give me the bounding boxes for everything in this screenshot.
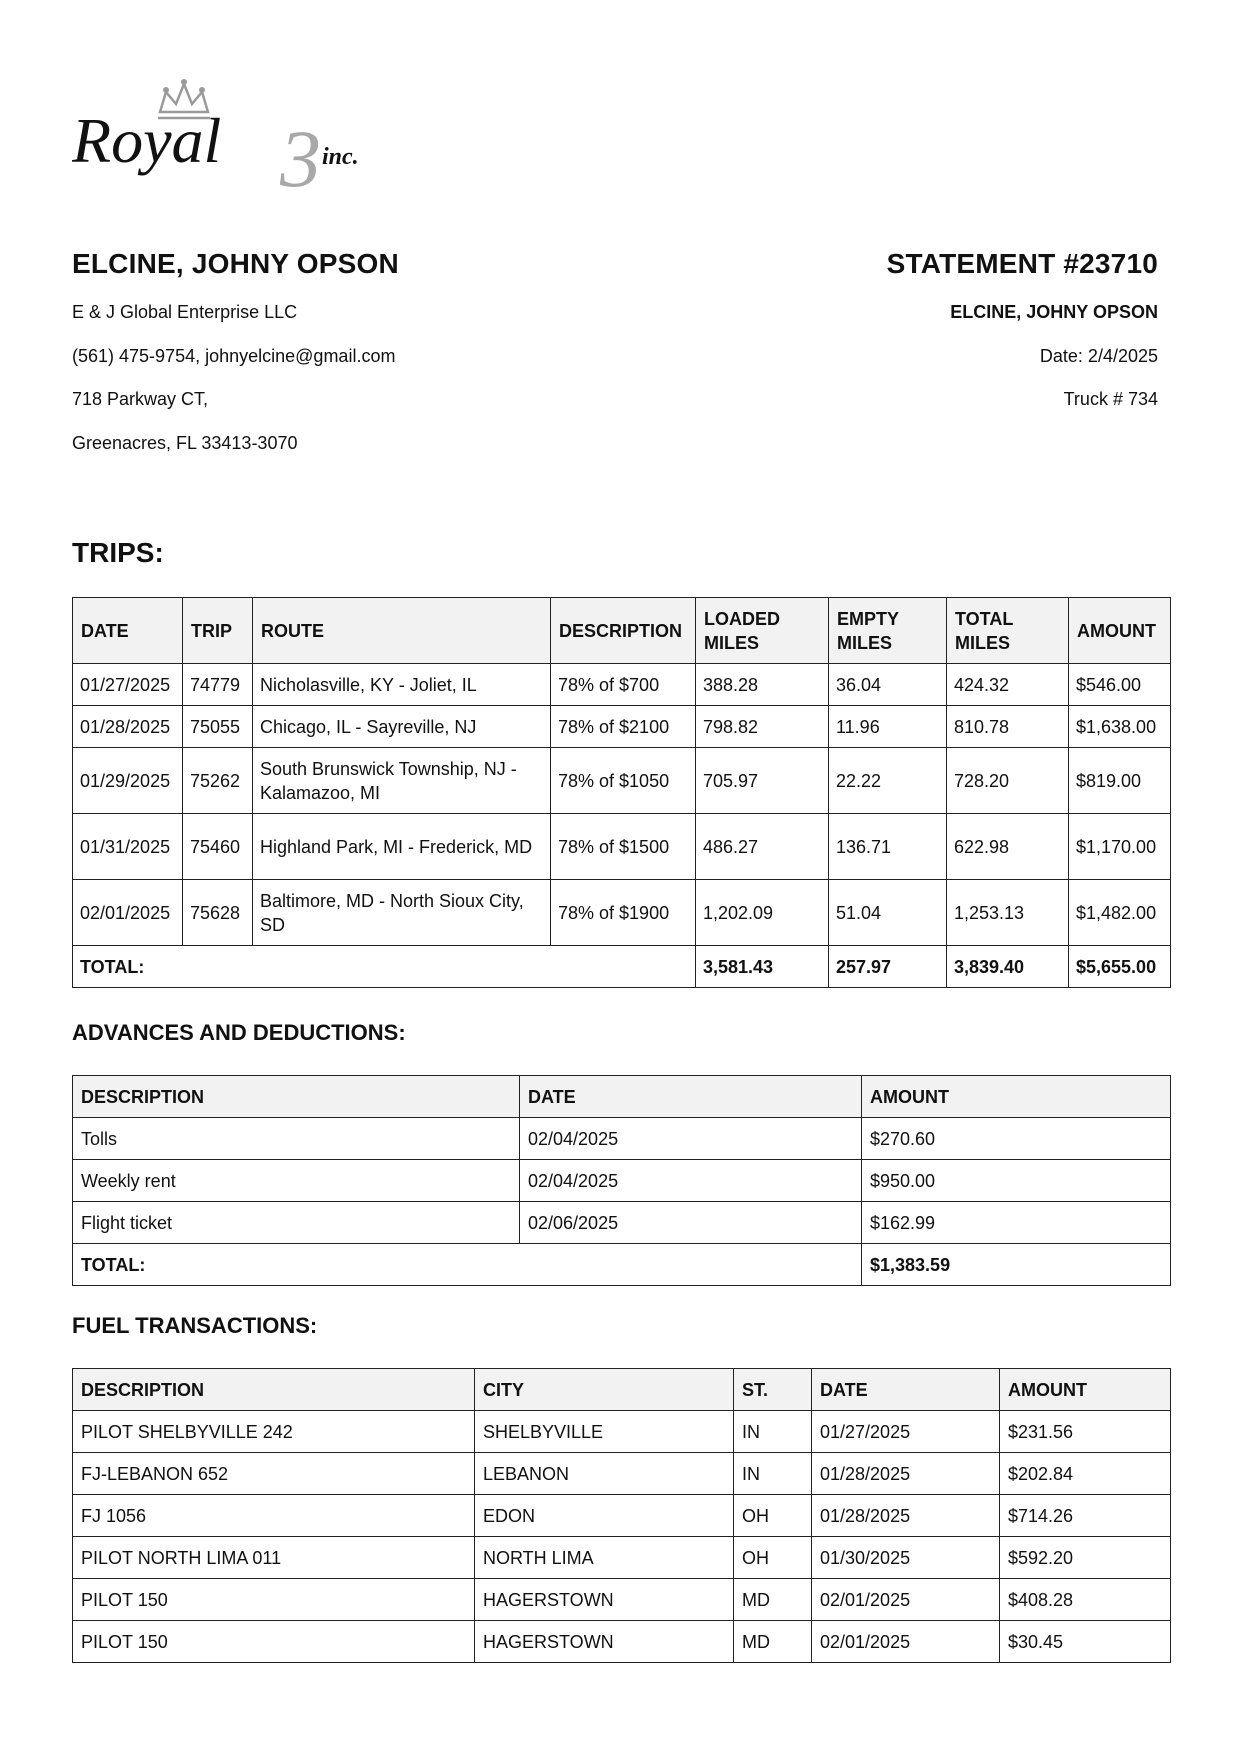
table-cell: IN (734, 1411, 812, 1453)
column-header: DESCRIPTION (551, 598, 696, 664)
table-cell: $1,170.00 (1069, 814, 1171, 880)
table-cell: PILOT NORTH LIMA 011 (73, 1537, 475, 1579)
table-row (73, 1160, 1171, 1202)
table-cell: 01/28/2025 (812, 1453, 1000, 1495)
table-cell: $819.00 (1069, 748, 1171, 814)
table-row (73, 1621, 1171, 1663)
table-cell: 01/31/2025 (73, 814, 183, 880)
table-header-row (73, 1369, 1171, 1411)
table-cell: 1,253.13 (947, 880, 1069, 946)
table-cell: $30.45 (1000, 1621, 1171, 1663)
table-cell: $231.56 (1000, 1411, 1171, 1453)
table-cell: 622.98 (947, 814, 1069, 880)
table-row (73, 1537, 1171, 1579)
table-cell: $592.20 (1000, 1537, 1171, 1579)
table-cell: 22.22 (829, 748, 947, 814)
table-row (73, 1202, 1171, 1244)
table-cell: 01/28/2025 (73, 706, 183, 748)
table-cell: 02/01/2025 (73, 880, 183, 946)
column-header: TRIP (183, 598, 253, 664)
table-cell: PILOT 150 (73, 1621, 475, 1663)
column-header: ROUTE (253, 598, 551, 664)
statement-title: STATEMENT #23710 (886, 248, 1158, 279)
table-cell: 78% of $2100 (551, 706, 696, 748)
table-cell: SHELBYVILLE (475, 1411, 734, 1453)
trips-section-title: TRIPS: (72, 537, 164, 568)
total-empty-miles: 257.97 (829, 946, 947, 988)
table-cell: 02/06/2025 (520, 1202, 862, 1244)
column-header: DATE (812, 1369, 1000, 1411)
column-header: DATE (73, 598, 183, 664)
table-row (73, 880, 1171, 946)
table-cell: 02/04/2025 (520, 1160, 862, 1202)
table-header-row (73, 1076, 1171, 1118)
table-cell: Nicholasville, KY - Joliet, IL (253, 664, 551, 706)
statement-info (638, 248, 1158, 433)
column-header: DESCRIPTION (73, 1076, 520, 1118)
svg-text:Royal: Royal (72, 105, 222, 176)
table-cell: 78% of $700 (551, 664, 696, 706)
address-line-1: 718 Parkway CT, (72, 389, 209, 409)
table-cell: Weekly rent (73, 1160, 520, 1202)
table-cell: MD (734, 1621, 812, 1663)
column-header: AMOUNT (1000, 1369, 1171, 1411)
table-cell: MD (734, 1579, 812, 1621)
table-cell: Highland Park, MI - Frederick, MD (253, 814, 551, 880)
table-cell: FJ 1056 (73, 1495, 475, 1537)
table-cell: HAGERSTOWN (475, 1579, 734, 1621)
column-header: ST. (734, 1369, 812, 1411)
total-row (73, 1244, 1171, 1286)
table-cell: LEBANON (475, 1453, 734, 1495)
table-cell: 01/27/2025 (812, 1411, 1000, 1453)
fuel-table (72, 1368, 1171, 1663)
table-cell: 75262 (183, 748, 253, 814)
table-cell: 136.71 (829, 814, 947, 880)
total-row (73, 946, 1171, 988)
table-cell: 36.04 (829, 664, 947, 706)
statement-date: Date: 2/4/2025 (1039, 345, 1158, 366)
total-amount: $5,655.00 (1069, 946, 1171, 988)
column-header: AMOUNT (862, 1076, 1171, 1118)
table-cell: Chicago, IL - Sayreville, NJ (253, 706, 551, 748)
table-cell: $162.99 (862, 1202, 1171, 1244)
table-cell: 51.04 (829, 880, 947, 946)
table-cell: 424.32 (947, 664, 1069, 706)
table-row (73, 814, 1171, 880)
table-cell: 74779 (183, 664, 253, 706)
total-miles: 3,839.40 (947, 946, 1069, 988)
total-amount: $1,383.59 (862, 1244, 1171, 1286)
table-row (73, 1495, 1171, 1537)
company-name: E & J Global Enterprise LLC (72, 302, 298, 322)
column-header: LOADED MILES (696, 598, 829, 664)
table-cell: PILOT 150 (73, 1579, 475, 1621)
table-cell: IN (734, 1453, 812, 1495)
driver-name: ELCINE, JOHNY OPSON (72, 248, 399, 279)
table-row (73, 748, 1171, 814)
table-cell: Tolls (73, 1118, 520, 1160)
table-cell: $714.26 (1000, 1495, 1171, 1537)
svg-text:3: 3 (280, 113, 321, 198)
table-cell: 75628 (183, 880, 253, 946)
table-cell: $408.28 (1000, 1579, 1171, 1621)
table-cell: NORTH LIMA (475, 1537, 734, 1579)
table-row (73, 1411, 1171, 1453)
table-cell: OH (734, 1537, 812, 1579)
statement-name: ELCINE, JOHNY OPSON (950, 302, 1158, 322)
table-cell: 728.20 (947, 748, 1069, 814)
table-cell: 798.82 (696, 706, 829, 748)
table-cell: 75460 (183, 814, 253, 880)
table-cell: 705.97 (696, 748, 829, 814)
driver-info (72, 248, 592, 476)
table-cell: Flight ticket (73, 1202, 520, 1244)
table-cell: $202.84 (1000, 1453, 1171, 1495)
table-cell: South Brunswick Township, NJ - Kalamazoo, MI (253, 748, 551, 814)
table-cell: 78% of $1900 (551, 880, 696, 946)
table-cell: 1,202.09 (696, 880, 829, 946)
contact-info: (561) 475-9754, johnyelcine@gmail.com (72, 345, 396, 366)
table-header-row (73, 598, 1171, 664)
column-header: DESCRIPTION (73, 1369, 475, 1411)
column-header: DATE (520, 1076, 862, 1118)
table-cell: $1,638.00 (1069, 706, 1171, 748)
table-cell: $270.60 (862, 1118, 1171, 1160)
table-cell: $950.00 (862, 1160, 1171, 1202)
table-cell: 11.96 (829, 706, 947, 748)
table-cell: OH (734, 1495, 812, 1537)
table-cell: 01/30/2025 (812, 1537, 1000, 1579)
table-cell: 78% of $1050 (551, 748, 696, 814)
table-cell: $1,482.00 (1069, 880, 1171, 946)
advances-section-title: ADVANCES AND DEDUCTIONS: (72, 1020, 406, 1045)
table-row (73, 1579, 1171, 1621)
crown-logo-graphic (72, 78, 392, 198)
total-label: TOTAL: (73, 1244, 862, 1286)
table-cell: 78% of $1500 (551, 814, 696, 880)
table-cell: 02/01/2025 (812, 1579, 1000, 1621)
table-cell: PILOT SHELBYVILLE 242 (73, 1411, 475, 1453)
table-cell: $546.00 (1069, 664, 1171, 706)
column-header: TOTAL MILES (947, 598, 1069, 664)
company-logo (72, 78, 392, 198)
total-loaded-miles: 3,581.43 (696, 946, 829, 988)
column-header: EMPTY MILES (829, 598, 947, 664)
address-line-2: Greenacres, FL 33413-3070 (72, 432, 298, 453)
table-cell: 02/04/2025 (520, 1118, 862, 1160)
column-header: CITY (475, 1369, 734, 1411)
svg-text:inc.: inc. (322, 144, 359, 170)
table-cell: 75055 (183, 706, 253, 748)
table-cell: Baltimore, MD - North Sioux City, SD (253, 880, 551, 946)
table-row (73, 706, 1171, 748)
table-row (73, 1118, 1171, 1160)
table-cell: 388.28 (696, 664, 829, 706)
fuel-section-title: FUEL TRANSACTIONS: (72, 1313, 318, 1338)
column-header: AMOUNT (1069, 598, 1171, 664)
table-row (73, 1453, 1171, 1495)
table-cell: 810.78 (947, 706, 1069, 748)
table-cell: 01/29/2025 (73, 748, 183, 814)
trips-table (72, 597, 1171, 988)
table-cell: 02/01/2025 (812, 1621, 1000, 1663)
table-cell: FJ-LEBANON 652 (73, 1453, 475, 1495)
table-cell: 01/28/2025 (812, 1495, 1000, 1537)
advances-table (72, 1075, 1171, 1286)
table-cell: EDON (475, 1495, 734, 1537)
truck-number: Truck # 734 (1063, 389, 1158, 409)
table-row (73, 664, 1171, 706)
table-cell: 486.27 (696, 814, 829, 880)
table-cell: HAGERSTOWN (475, 1621, 734, 1663)
total-label: TOTAL: (73, 946, 696, 988)
table-cell: 01/27/2025 (73, 664, 183, 706)
